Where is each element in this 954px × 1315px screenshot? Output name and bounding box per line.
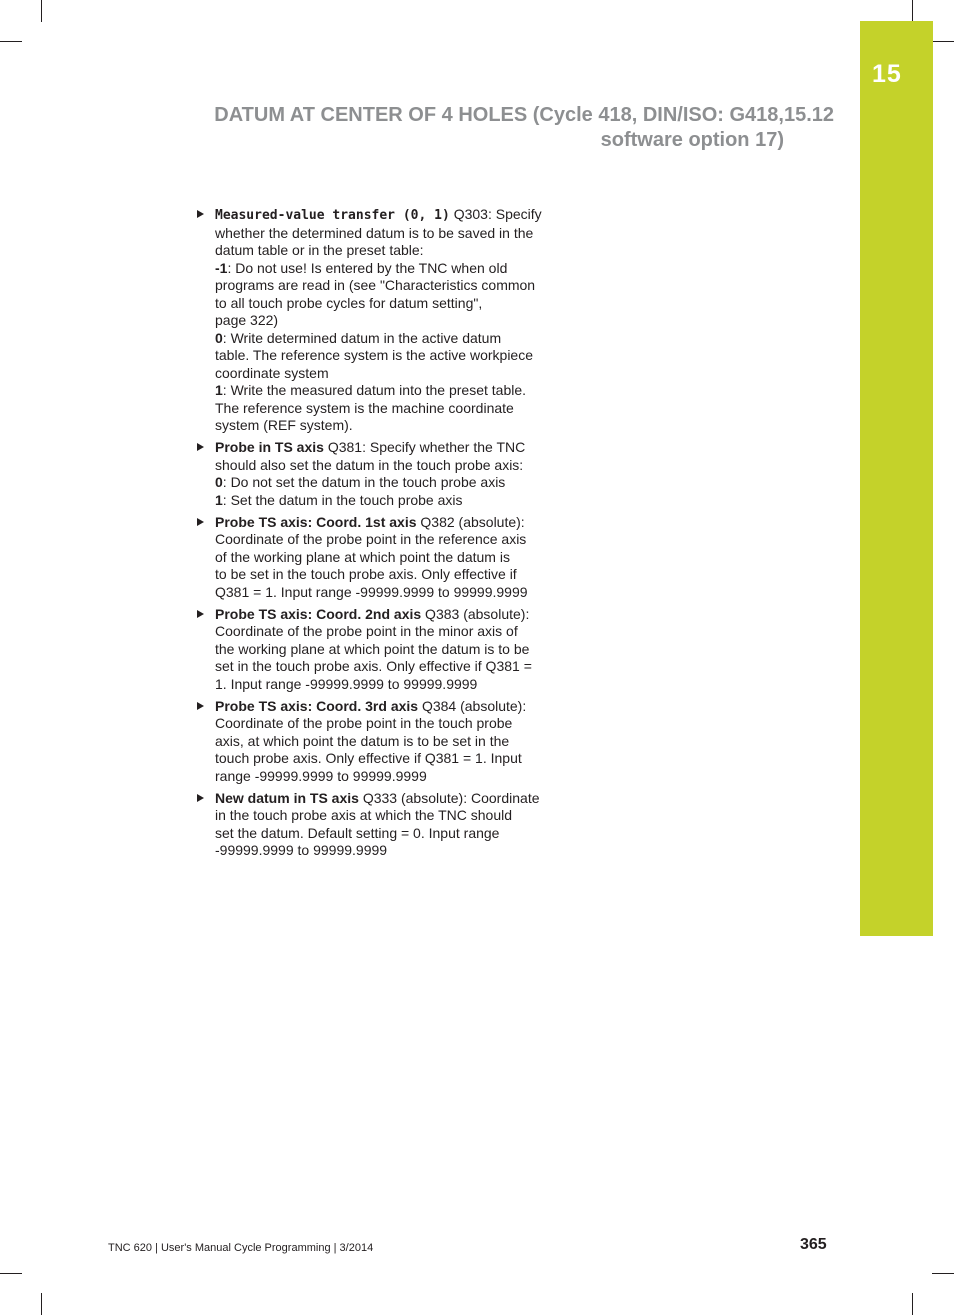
parameter-desc: Q381: Specify whether the TNC: [323, 439, 526, 455]
parameter-desc-line: to be set in the touch probe axis. Only effective if: [215, 566, 517, 582]
option-text: system (REF system).: [215, 417, 353, 433]
parameter-desc: Q383 (absolute):: [421, 605, 530, 622]
parameter-name: Measured-value transfer (0, 1): [215, 208, 450, 223]
option-text: : Write determined datum in the active datum: [222, 329, 502, 346]
crop-mark: [932, 41, 954, 42]
option-line: [215, 295, 558, 313]
page-number: 365: [800, 1236, 827, 1253]
option-line: [215, 330, 558, 348]
option-line: [215, 312, 558, 330]
option-line: [215, 277, 558, 295]
crop-mark: [0, 1273, 22, 1274]
parameter-item: [196, 439, 558, 509]
page-title: [180, 103, 784, 153]
parameter-line: [215, 606, 558, 624]
footer-text: TNC 620 | User's Manual Cycle Programming | 3/2014: [108, 1242, 374, 1254]
crop-mark: [932, 1273, 954, 1274]
parameter-line: [215, 790, 558, 808]
crop-mark: [0, 41, 22, 42]
option-text: : Do not use! Is entered by the TNC when old: [227, 259, 508, 276]
option-text: : Set the datum in the touch probe axis: [222, 491, 463, 508]
parameter-name: Probe TS axis: Coord. 1st axis: [215, 513, 417, 530]
parameter-name: Probe in TS axis: [215, 439, 324, 455]
parameter-desc-line: Q381 = 1. Input range -99999.9999 to 99999.9999: [215, 583, 528, 600]
parameter-desc-line: axis, at which point the datum is to be set in the: [215, 732, 510, 749]
option-text: table. The reference system is the active workpiece: [215, 347, 534, 363]
parameter-desc-line: of the working plane at which point the datum is: [215, 548, 510, 565]
option-key: 1: [215, 382, 223, 398]
parameter-desc: Q303: Specify: [449, 206, 542, 222]
parameter-desc-line: in the touch probe axis at which the TNC should: [215, 807, 513, 823]
option-line: [215, 382, 558, 400]
triangle-bullet-icon: [197, 610, 204, 618]
triangle-bullet-icon: [197, 443, 204, 451]
crop-mark: [41, 1293, 42, 1315]
option-line: [215, 400, 558, 418]
parameter-desc-line: datum table or in the preset table:: [215, 242, 424, 258]
option-text: coordinate system: [215, 364, 329, 381]
parameter-desc-line: set in the touch probe axis. Only effective if Q381 =: [215, 658, 532, 674]
option-text: : Write the measured datum into the preset table.: [222, 382, 527, 398]
parameter-name: New datum in TS axis: [215, 789, 359, 806]
chapter-tab: [860, 21, 933, 936]
triangle-bullet-icon: [197, 518, 204, 526]
parameter-desc-line: should also set the datum in the touch probe axis:: [215, 456, 524, 473]
parameter-desc: Q333 (absolute): Coordinate: [358, 789, 540, 806]
triangle-bullet-icon: [197, 794, 204, 802]
parameter-desc-line: -99999.9999 to 99999.9999: [215, 842, 388, 858]
parameter-line: [215, 439, 558, 457]
parameter-desc-line: Coordinate of the probe point in the minor axis of: [215, 623, 518, 639]
parameter-desc-line: the working plane at which point the datum is to be: [215, 640, 530, 657]
crop-mark: [41, 0, 42, 22]
parameter-desc-line: whether the determined datum is to be saved in the: [215, 224, 534, 241]
option-line: [215, 260, 558, 278]
parameter-item: [196, 790, 558, 860]
crop-mark: [912, 0, 913, 22]
parameter-line: [215, 698, 558, 716]
parameter-desc-line: Coordinate of the probe point in the touch probe: [215, 715, 513, 731]
parameter-name: Probe TS axis: Coord. 3rd axis: [215, 697, 419, 714]
section-number: 15.12: [784, 104, 835, 126]
option-text: : Do not set the datum in the touch probe axis: [222, 474, 506, 490]
option-text: The reference system is the machine coordinate: [215, 399, 514, 416]
option-line: [215, 417, 558, 435]
option-line: [215, 347, 558, 365]
parameter-line: [215, 206, 558, 225]
option-line: [215, 365, 558, 383]
chapter-number: 15: [872, 60, 902, 88]
option-key: 0: [215, 329, 223, 346]
option-key: 1: [215, 491, 223, 508]
parameter-item: [196, 206, 558, 435]
parameter-item: [196, 698, 558, 786]
option-line: [215, 492, 558, 510]
parameter-item: [196, 606, 558, 694]
parameter-desc: Q382 (absolute):: [416, 513, 525, 530]
option-key: 0: [215, 474, 223, 490]
triangle-bullet-icon: [197, 210, 204, 218]
parameter-desc-line: set the datum. Default setting = 0. Input range: [215, 824, 500, 841]
parameter-list: [196, 206, 558, 864]
option-key: -1: [215, 259, 228, 276]
page-title-line-1: DATUM AT CENTER OF 4 HOLES (Cycle 418, DIN/ISO: G418,: [214, 104, 784, 126]
parameter-name: Probe TS axis: Coord. 2nd axis: [215, 605, 422, 622]
parameter-desc-line: range -99999.9999 to 99999.9999: [215, 767, 427, 784]
triangle-bullet-icon: [197, 702, 204, 710]
crop-mark: [912, 1293, 913, 1315]
parameter-desc: Q384 (absolute):: [418, 697, 527, 714]
parameter-item: [196, 514, 558, 602]
parameter-desc-line: Coordinate of the probe point in the reference axis: [215, 531, 527, 547]
parameter-line: [215, 514, 558, 532]
option-text: page 322): [215, 312, 279, 328]
parameter-desc-line: 1. Input range -99999.9999 to 99999.9999: [215, 675, 478, 692]
page-title-line-2: software option 17): [600, 129, 784, 151]
parameter-desc-line: touch probe axis. Only effective if Q381 = 1. Input: [215, 750, 522, 766]
option-line: [215, 474, 558, 492]
option-text: to all touch probe cycles for datum setting",: [215, 294, 483, 311]
option-text: programs are read in (see "Characteristics common: [215, 277, 536, 293]
